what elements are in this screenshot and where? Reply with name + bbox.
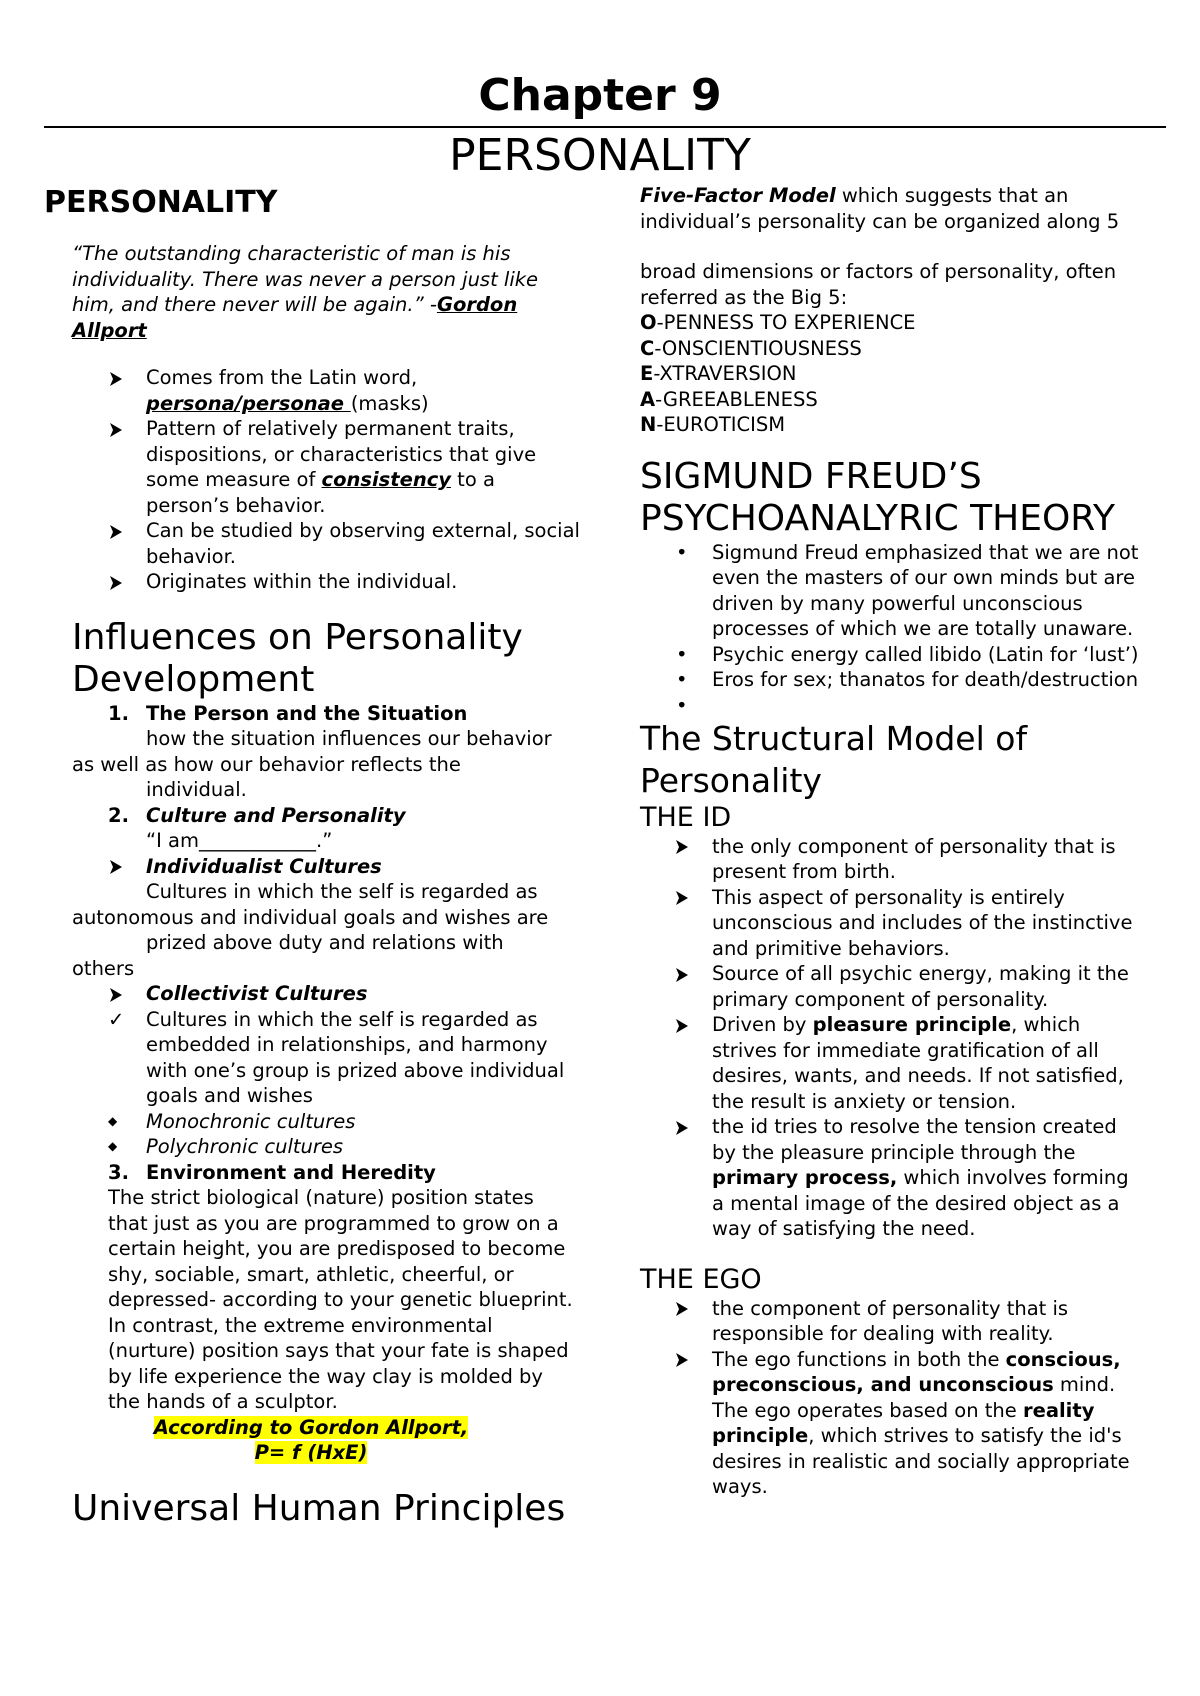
big5-word: -XTRAVERSION <box>653 362 797 385</box>
diamond-bullet-icon: ◆ <box>108 1113 118 1128</box>
item-text: as well as how our behavior reflects the <box>72 752 461 776</box>
influences-heading: Influences on Personality Development <box>72 616 523 700</box>
bullet-text: , which strives for immediate gratification of all desires, wants, and needs. If not satisfied, the result is anxiety or tension. <box>712 1013 1124 1113</box>
bullet-item <box>640 1296 1140 1347</box>
bullet-text: The ego functions in both the <box>712 1347 1006 1371</box>
item-text: how the situation influences our behavior <box>146 727 552 750</box>
bullet-text: which involves forming a mental image of the desired object as a way of satisfying the need. <box>712 1166 1129 1240</box>
big5-letter: N <box>640 413 657 436</box>
structural-heading: The Structural Model of Personality <box>640 718 1028 800</box>
numbered-item <box>44 701 584 727</box>
bullet-item <box>640 834 1140 885</box>
arrow-bullet-icon <box>108 854 138 880</box>
numbered-item <box>44 1160 584 1186</box>
dot-bullet-icon: • <box>676 540 688 564</box>
arrow-bullet-icon <box>108 981 138 1007</box>
bullet-item <box>640 667 1140 693</box>
allport-formula: P= f (HxE) <box>254 1441 368 1464</box>
bullet-text: Polychronic cultures <box>146 1135 344 1158</box>
bullet-term: primary process, <box>712 1166 898 1189</box>
bullet-text: the component of personality that is responsible for dealing with reality. <box>712 1296 1069 1345</box>
quote-author: Gordon Allport <box>72 293 518 342</box>
bullet-term: Collectivist Cultures <box>146 982 368 1005</box>
big5-word: -PENNESS TO EXPERIENCE <box>656 311 916 334</box>
title-rule <box>44 126 1166 128</box>
item-text: Cultures in which the self is regarded as <box>146 880 538 903</box>
arrow-bullet-icon <box>674 885 704 911</box>
big5-letter: E <box>640 362 654 385</box>
bullet-item <box>640 693 1140 718</box>
section-heading-personality: PERSONALITY <box>44 185 278 220</box>
bullet-item <box>640 1012 1140 1114</box>
big5-list <box>640 310 1140 438</box>
bullet-text: Comes from the Latin word, <box>146 366 418 389</box>
arrow-bullet-icon <box>108 569 138 595</box>
big5-item <box>640 387 1140 413</box>
bullet-item <box>44 1007 584 1109</box>
quote-text: “The outstanding characteristic of man is his individuality. There was never a person just like him, and there never will be again.” - <box>72 242 539 316</box>
bullet-item <box>44 854 584 880</box>
big5-word: -EUROTICISM <box>656 413 786 436</box>
diamond-bullet-icon: ◆ <box>108 1139 118 1153</box>
bullet-text: (masks) <box>350 391 429 415</box>
big5-item <box>640 310 1140 336</box>
item-number: 2. <box>108 803 129 827</box>
bullet-item <box>44 365 584 416</box>
item-text: others <box>72 956 135 980</box>
left-column <box>44 183 584 1530</box>
arrow-bullet-icon <box>674 1114 704 1140</box>
item-title: Culture and Personality <box>146 803 406 827</box>
universal-heading: Universal Human Principles <box>72 1487 566 1529</box>
arrow-bullet-icon <box>108 518 138 544</box>
bullet-text: the id tries to resolve the tension created by the pleasure principle through the <box>712 1115 1117 1164</box>
bullet-text: , which strives to satisfy the id's desires in realistic and socially appropriate ways. <box>712 1424 1130 1498</box>
bullet-text: to a person’s behavior. <box>146 468 495 517</box>
item-text: The strict biological (nature) position states that just as you are programmed to grow on a certain height, you are predisposed to become shy, sociable, smart, athletic, cheerful, or depressed- according to your genetic blueprint. In contrast, the extreme environmental (nurture) position says that your fate is shaped by life experience the way clay is molded by the hands of a sculptor. <box>108 1186 573 1413</box>
bullet-text: the only component of personality that is present from birth. <box>712 834 1116 883</box>
big5-letter: O <box>640 311 657 334</box>
freud-heading: SIGMUND FREUD’S PSYCHOANALYRIC THEORY <box>640 455 1115 539</box>
ffm-text: which suggests that an individual’s personality can be organized along 5 <box>640 184 1120 233</box>
bullet-text: Can be studied by observing external, social behavior. <box>146 519 580 568</box>
bullet-text: Originates within the individual. <box>146 570 458 593</box>
bullet-item <box>640 885 1140 962</box>
arrow-bullet-icon <box>108 365 138 391</box>
bullet-item <box>44 981 584 1007</box>
id-heading: THE ID <box>640 801 732 833</box>
big5-item <box>640 361 1140 387</box>
dot-bullet-icon: • <box>676 693 688 717</box>
bullet-term: reality principle <box>712 1398 1095 1447</box>
bullet-item <box>44 416 584 518</box>
bullet-item <box>640 540 1140 642</box>
big5-item <box>640 336 1140 362</box>
bullet-item <box>44 518 584 569</box>
item-text: prized above duty and relations with <box>146 931 504 954</box>
bullet-text: Driven by <box>712 1013 813 1036</box>
arrow-bullet-icon <box>674 1296 704 1322</box>
bullet-item <box>640 642 1140 668</box>
item-number: 1. <box>108 701 129 725</box>
bullet-text: mind. The ego operates based on the <box>712 1373 1116 1422</box>
bullet-item <box>640 1347 1140 1500</box>
ffm-paragraph <box>640 183 1140 234</box>
arrow-bullet-icon <box>674 961 704 987</box>
item-title: Environment and Heredity <box>146 1160 436 1184</box>
bullet-text: This aspect of personality is entirely unconscious and includes of the instinctive and primitive behaviors. <box>712 885 1133 960</box>
bullet-text: Pattern of relatively permanent traits, dispositions, or characteristics that give some measure of <box>146 417 537 491</box>
arrow-bullet-icon <box>108 416 138 442</box>
bullet-text: Monochronic cultures <box>146 1109 356 1133</box>
big5-item <box>640 412 1140 438</box>
bullet-item <box>640 961 1140 1012</box>
bullet-item <box>44 1134 584 1160</box>
big5-word: -GREEABLENESS <box>655 387 818 411</box>
ffm-text: broad dimensions or factors of personality, often referred as the Big 5: <box>640 260 1117 309</box>
big5-word: -ONSCIENTIOUSNESS <box>654 336 862 360</box>
item-number: 3. <box>108 1160 129 1184</box>
bullet-text: Sigmund Freud emphasized that we are not even the masters of our own minds but are driven by many powerful unconscious processes of which we are totally unaware. <box>712 540 1139 640</box>
item-text: “I am____________.” <box>146 829 333 852</box>
bullet-item <box>44 569 584 595</box>
dot-bullet-icon: • <box>676 668 688 691</box>
item-text: individual. <box>146 778 247 801</box>
bullet-term: consistency <box>321 468 451 491</box>
bullet-text: Cultures in which the self is regarded as embedded in relationships, and harmony with one’s group is prized above individual goals and wishes <box>146 1007 565 1107</box>
bullet-term: pleasure principle <box>812 1013 1012 1036</box>
right-column <box>640 183 1140 1500</box>
bullet-text: Source of all psychic energy, making it the primary component of personality. <box>712 962 1129 1011</box>
bullet-text: Eros for sex; thanatos for death/destruction <box>712 668 1139 691</box>
checkmark-icon: ✓ <box>108 1007 125 1031</box>
bullet-text: Psychic energy called libido (Latin for ‘lust’) <box>712 642 1139 666</box>
ego-heading: THE EGO <box>640 1263 762 1295</box>
arrow-bullet-icon <box>674 1347 704 1373</box>
arrow-bullet-icon <box>674 834 704 860</box>
dot-bullet-icon: • <box>676 642 688 666</box>
big5-letter: C <box>640 336 655 360</box>
allport-formula-label: According to Gordon Allport, <box>153 1415 469 1439</box>
ffm-term: Five-Factor Model <box>640 184 836 207</box>
bullet-item <box>640 1114 1140 1242</box>
bullet-term: Individualist Cultures <box>146 854 382 878</box>
item-title: The Person and the Situation <box>146 701 468 725</box>
item-text: autonomous and individual goals and wishes are <box>72 905 549 929</box>
numbered-item <box>44 803 584 829</box>
bullet-term: conscious, preconscious, and unconscious <box>712 1347 1121 1396</box>
bullet-item <box>44 1109 584 1135</box>
bullet-term: persona/personae <box>146 391 351 415</box>
page-title: PERSONALITY <box>449 130 751 181</box>
chapter-title: Chapter 9 <box>478 70 722 121</box>
big5-letter: A <box>640 387 656 411</box>
allport-quote <box>72 241 584 343</box>
arrow-bullet-icon <box>674 1012 704 1038</box>
